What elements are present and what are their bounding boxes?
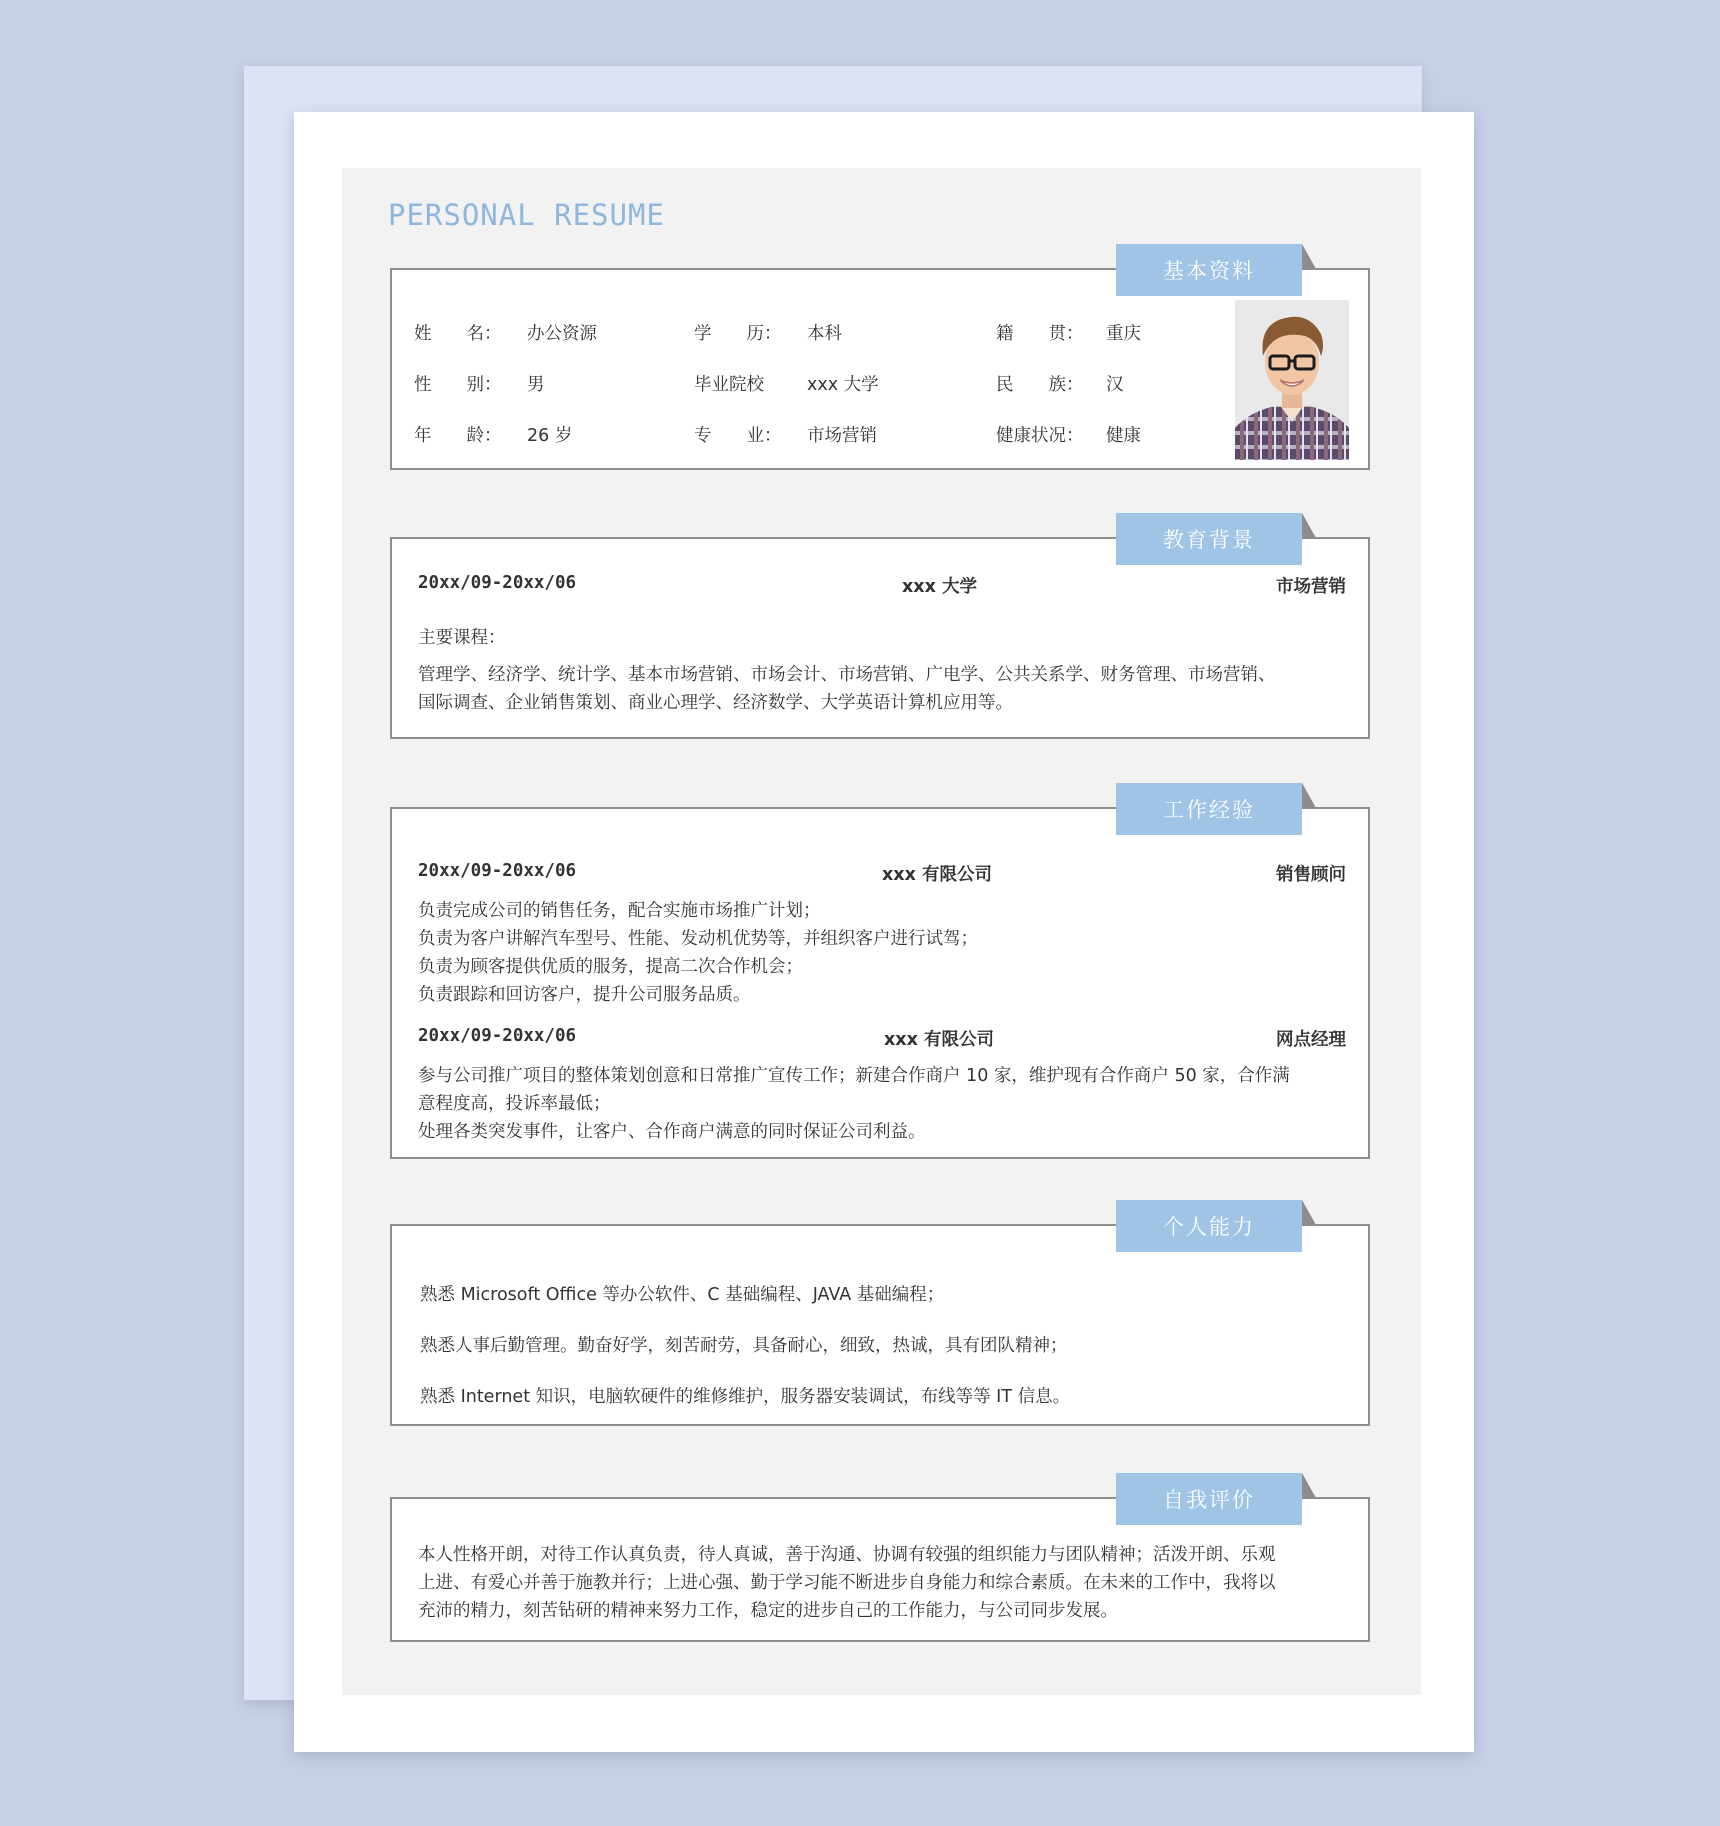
education-major: 市场营销: [1276, 577, 1346, 597]
field-label-name: 姓 名：: [414, 324, 502, 344]
resume-content-area: [342, 168, 1421, 1695]
job-position: 销售顾问: [1276, 865, 1346, 885]
field-value-degree: 本科: [807, 324, 842, 344]
field-value-health: 健康: [1106, 426, 1141, 446]
education-period: 20xx/09-20xx/06: [418, 573, 577, 593]
job-duty-line: 意程度高，投诉率最低；: [418, 1094, 611, 1114]
section-heading-basic-info: 基本资料: [1116, 244, 1302, 296]
job-duties: [418, 1062, 1346, 1146]
skill-item: 熟悉 Internet 知识，电脑软硬件的维修维护，服务器安装调试，布线等等 IT 信息。: [420, 1387, 1071, 1407]
field-value-name: 办公资源: [527, 324, 597, 344]
field-value-major: 市场营销: [807, 426, 877, 446]
job-company: xxx 有限公司: [882, 865, 992, 885]
document-title: PERSONAL RESUME: [388, 198, 665, 232]
resume-page: [294, 112, 1474, 1752]
field-label-ethnicity: 民 族：: [996, 375, 1084, 395]
field-value-age: 26 岁: [527, 426, 573, 446]
job-duty-line: 负责完成公司的销售任务，配合实施市场推广计划；: [418, 901, 821, 921]
field-label-gender: 性 别：: [414, 375, 502, 395]
job-duty-line: 参与公司推广项目的整体策划创意和日常推广宣传工作；新建合作商户 10 家，维护现有合作商户 50 家，合作满: [418, 1066, 1290, 1086]
profile-photo: [1235, 300, 1349, 460]
skill-item: 熟悉人事后勤管理。勤奋好学，刻苦耐劳，具备耐心，细致，热诚，具有团队精神；: [420, 1336, 1068, 1356]
job-duty-line: 负责为顾客提供优质的服务，提高二次合作机会；: [418, 957, 803, 977]
self-evaluation-line: 本人性格开朗，对待工作认真负责，待人真诚，善于沟通、协调有较强的组织能力与团队精神；活泼开朗、乐观: [418, 1545, 1276, 1565]
field-value-ethnicity: 汉: [1106, 375, 1124, 395]
self-evaluation-text: [418, 1541, 1346, 1625]
section-skills: [390, 1215, 1370, 1426]
courses-line: 管理学、经济学、统计学、基本市场营销、市场会计、市场营销、广电学、公共关系学、财务管理、市场营销、: [418, 665, 1276, 685]
field-label-hometown: 籍 贯：: [996, 324, 1084, 344]
courses-list: [418, 661, 1346, 717]
self-evaluation-line: 充沛的精力，刻苦钻研的精神来努力工作，稳定的进步自己的工作能力，与公司同步发展。: [418, 1601, 1118, 1621]
section-basic-info: [390, 259, 1370, 470]
field-value-school: xxx 大学: [807, 375, 879, 395]
education-school: xxx 大学: [902, 577, 977, 597]
field-label-health: 健康状况：: [996, 426, 1084, 446]
field-label-age: 年 龄：: [414, 426, 502, 446]
skill-item: 熟悉 Microsoft Office 等办公软件、C 基础编程、JAVA 基础编程；: [420, 1285, 945, 1305]
section-heading-self-evaluation: 自我评价: [1116, 1473, 1302, 1525]
section-heading-skills: 个人能力: [1116, 1200, 1302, 1252]
job-duties: [418, 897, 1346, 1009]
job-duty-line: 负责跟踪和回访客户，提升公司服务品质。: [418, 985, 751, 1005]
section-education: [390, 528, 1370, 739]
job-period: 20xx/09-20xx/06: [418, 861, 577, 881]
field-label-school: 毕业院校: [694, 375, 764, 395]
courses-line: 国际调查、企业销售策划、商业心理学、经济数学、大学英语计算机应用等。: [418, 693, 1013, 713]
person-photo-icon: [1235, 300, 1349, 460]
self-evaluation-line: 上进、有爱心并善于施教并行；上进心强、勤于学习能不断进步自身能力和综合素质。在未来的工作中，我将以: [418, 1573, 1276, 1593]
job-company: xxx 有限公司: [884, 1030, 994, 1050]
job-duty-line: 处理各类突发事件，让客户、合作商户满意的同时保证公司利益。: [418, 1122, 926, 1142]
job-duty-line: 负责为客户讲解汽车型号、性能、发动机优势等，并组织客户进行试驾；: [418, 929, 978, 949]
field-label-major: 专 业：: [694, 426, 782, 446]
job-position: 网点经理: [1276, 1030, 1346, 1050]
field-value-gender: 男: [527, 375, 545, 395]
field-value-hometown: 重庆: [1106, 324, 1141, 344]
section-heading-work-experience: 工作经验: [1116, 783, 1302, 835]
section-self-evaluation: [390, 1488, 1370, 1642]
section-heading-education: 教育背景: [1116, 513, 1302, 565]
courses-label: 主要课程：: [418, 628, 506, 648]
section-work-experience: [390, 798, 1370, 1159]
field-label-degree: 学 历：: [694, 324, 782, 344]
job-period: 20xx/09-20xx/06: [418, 1026, 577, 1046]
